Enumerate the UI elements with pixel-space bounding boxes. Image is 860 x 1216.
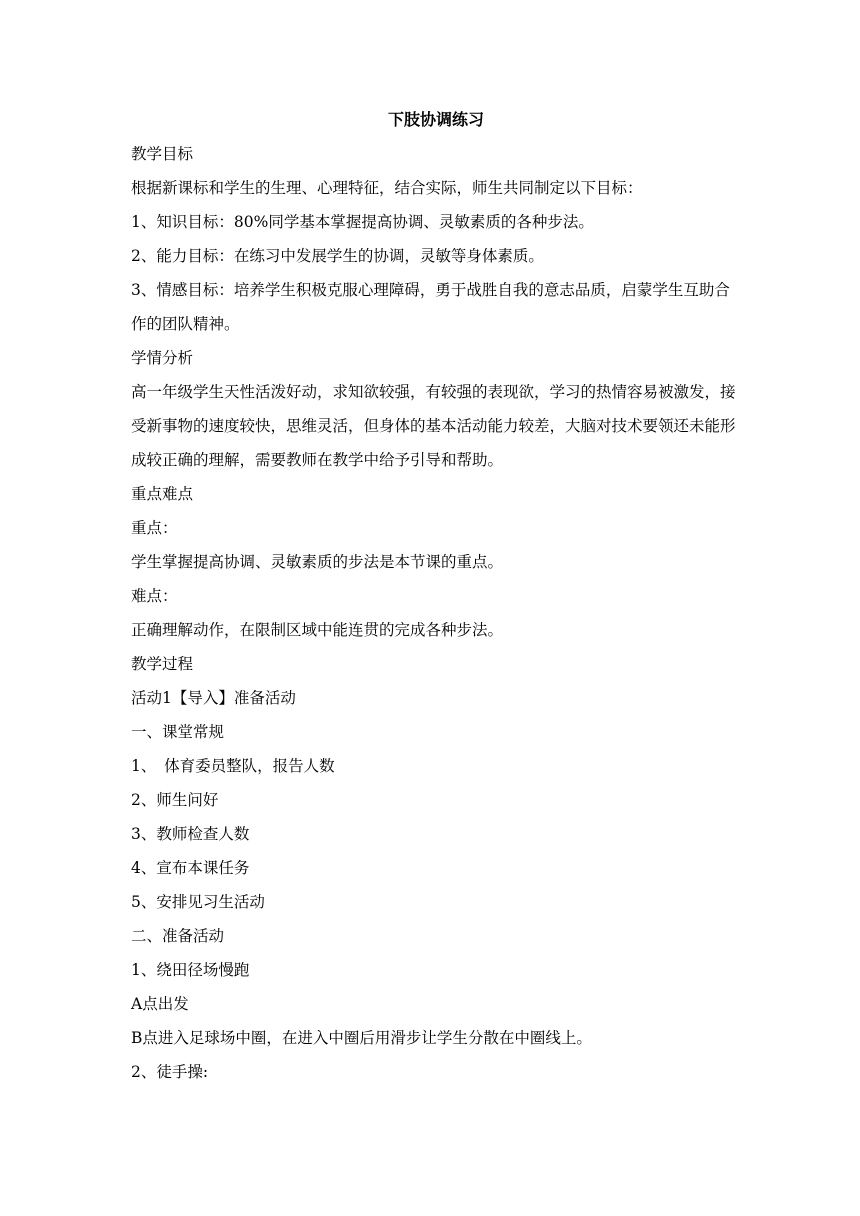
list-item: 4、宣布本课任务 [131,859,250,877]
list-item: 1、知识目标：80%同学基本掌握提高协调、灵敏素质的各种步法。 [131,213,594,231]
list-item: A点出发 [131,995,189,1013]
list-item: 1、 体育委员整队，报告人数 [131,757,335,775]
document-body [131,108,741,1094]
document-title: 下肢协调练习 [387,110,484,129]
list-item: 3、教师检查人数 [131,825,250,843]
paragraph: 根据新课标和学生的生理、心理特征，结合实际，师生共同制定以下目标： [131,179,643,197]
list-item: 2、徒手操: [131,1063,209,1081]
list-item: 3、情感目标：培养学生积极克服心理障碍，勇于战胜自我的意志品质，启蒙学生互助合作的团队精神。 [131,281,730,333]
heading-student-analysis: 学情分析 [131,349,194,367]
paragraph: 学生掌握提高协调、灵敏素质的步法是本节课的重点。 [131,553,504,571]
list-item: 2、师生问好 [131,791,219,809]
paragraph: 正确理解动作，在限制区域中能连贯的完成各种步法。 [131,621,504,639]
section-heading: 二、准备活动 [131,927,225,945]
paragraph: 高一年级学生天性活泼好动，求知欲较强，有较强的表现欲，学习的热情容易被激发，接受新事物的速度较快，思维灵活，但身体的基本活动能力较差，大脑对技术要领还未能形成较正确的理解，需要教师在教学中给予引导和帮助。 [131,383,736,469]
list-item: B点进入足球场中圈，在进入中圈后用滑步让学生分散在中圈线上。 [131,1029,592,1047]
heading-teaching-process: 教学过程 [131,655,194,673]
activity-heading: 活动1【导入】准备活动 [131,689,296,707]
label-difficulty: 难点： [131,587,178,605]
list-item: 5、安排见习生活动 [131,893,265,911]
label-key-point: 重点： [131,519,178,537]
list-item: 1、绕田径场慢跑 [131,961,250,979]
heading-teaching-goals: 教学目标 [131,145,194,163]
section-heading: 一、课堂常规 [131,723,225,741]
list-item: 2、能力目标：在练习中发展学生的协调，灵敏等身体素质。 [131,247,544,265]
heading-key-points: 重点难点 [131,485,194,503]
